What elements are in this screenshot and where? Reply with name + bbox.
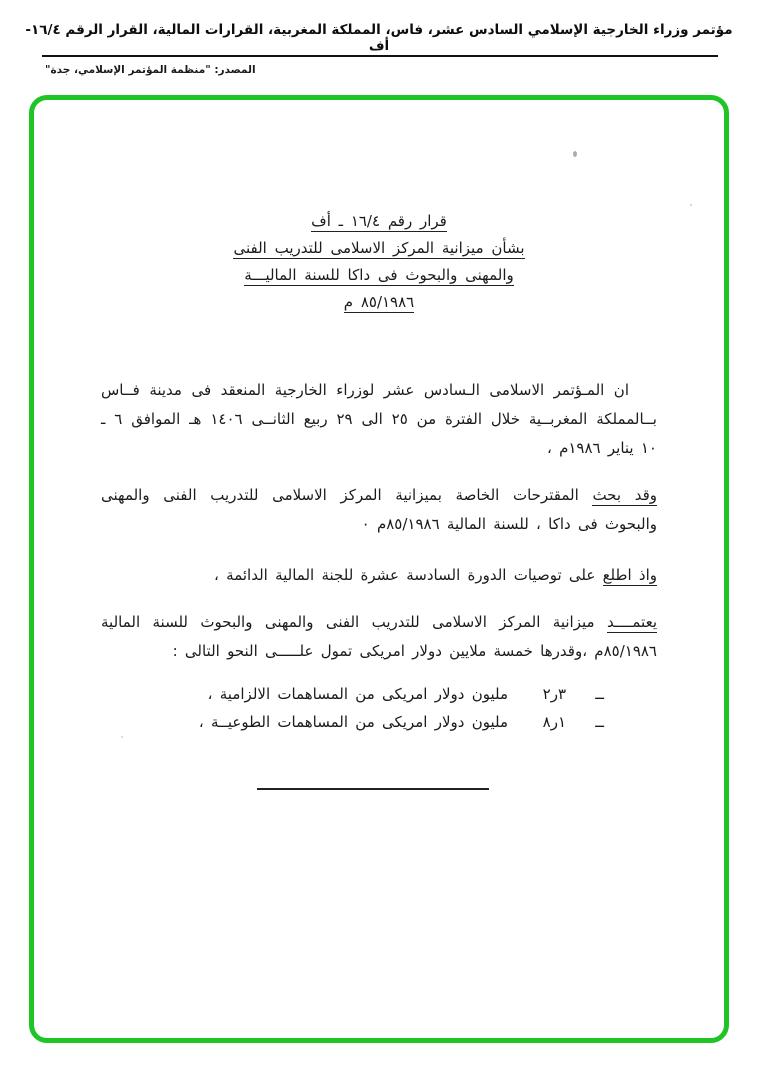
- title-line-4: [34, 289, 724, 316]
- title-line-2: [34, 235, 724, 262]
- list-amount: ١ر٨: [542, 713, 566, 731]
- paragraph-adopts-text: ميزانية المركز الاسلامى للتدريب الفنى والمهنى والبحوث للسنة المالية ٨٥/١٩٨٦م ،وقدرها خمسة ملايين دولار امريكى تمول علـــــى النحو التالى :: [101, 613, 657, 660]
- decision-title: [34, 208, 724, 316]
- list-item: [94, 680, 604, 708]
- title-line-1: [34, 208, 724, 235]
- paragraph-adopts: [101, 608, 657, 666]
- footer-divider: [257, 788, 489, 790]
- document-body: [34, 100, 724, 1038]
- paragraph-adopts-lead: يعتمــــد: [606, 613, 657, 631]
- paragraph-reviewed: [101, 481, 657, 539]
- source-label: المصدر: "منظمة المؤتمر الإسلامي، جدة": [45, 64, 256, 76]
- paragraph-noted-lead: واذ اطلع: [602, 566, 657, 584]
- paragraph-reviewed-lead: وقد بحث: [592, 486, 657, 504]
- title-line-3-text: والمهنى والبحوث فى داكا للسنة الماليـــة: [244, 266, 514, 284]
- title-line-4-text: ٨٥/١٩٨٦ م: [343, 293, 415, 311]
- scan-noise: [690, 204, 692, 206]
- list-item-text: مليون دولار امريكى من المساهمات الطوعيــة ،: [198, 713, 508, 731]
- scan-noise: [121, 736, 123, 738]
- scan-noise: [573, 151, 577, 157]
- header-divider: [42, 55, 718, 57]
- list-item-text: مليون دولار امريكى من المساهمات الالزامية ،: [207, 685, 508, 703]
- list-dash: ــ: [595, 713, 604, 731]
- list-amount: ٣ر٢: [542, 685, 566, 703]
- paragraph-reviewed-text: المقترحات الخاصة بميزانية المركز الاسلامى للتدريب الفنى والمهنى والبحوث فى داكا ، للسنة المالية ٨٥/١٩٨٦م ٠: [101, 486, 657, 533]
- page-title: مؤتمر وزراء الخارجية الإسلامي السادس عشر، فاس، المملكة المغربية، القرارات المالية، القرار الرقم ١٦/٤-أف: [25, 22, 733, 54]
- paragraph-noted-text: على توصيات الدورة السادسة عشرة للجنة المالية الدائمة ،: [214, 566, 603, 584]
- paragraph-noted: [101, 561, 657, 590]
- paragraph-preamble: ان المـؤتمر الاسلامى الـسادس عشر لوزراء الخارجية المنعقد فى مدينة فــاس بــالمملكة المغربــية خلال الفترة من ٢٥ الى ٢٩ ربيع الثانــى ١٤٠٦ هـ الموافق ٦ ـ ١٠ يناير ١٩٨٦م ،: [101, 381, 657, 457]
- title-line-2-text: بشأن ميزانية المركز الاسلامى للتدريب الفنى: [233, 239, 525, 257]
- list-item: [94, 708, 604, 736]
- amount-list: [34, 680, 724, 736]
- list-dash: ــ: [595, 685, 604, 703]
- title-line-3: [34, 262, 724, 289]
- title-line-1-text: قرار رقم ١٦/٤ ـ أف: [311, 212, 447, 230]
- document-frame: [29, 95, 729, 1043]
